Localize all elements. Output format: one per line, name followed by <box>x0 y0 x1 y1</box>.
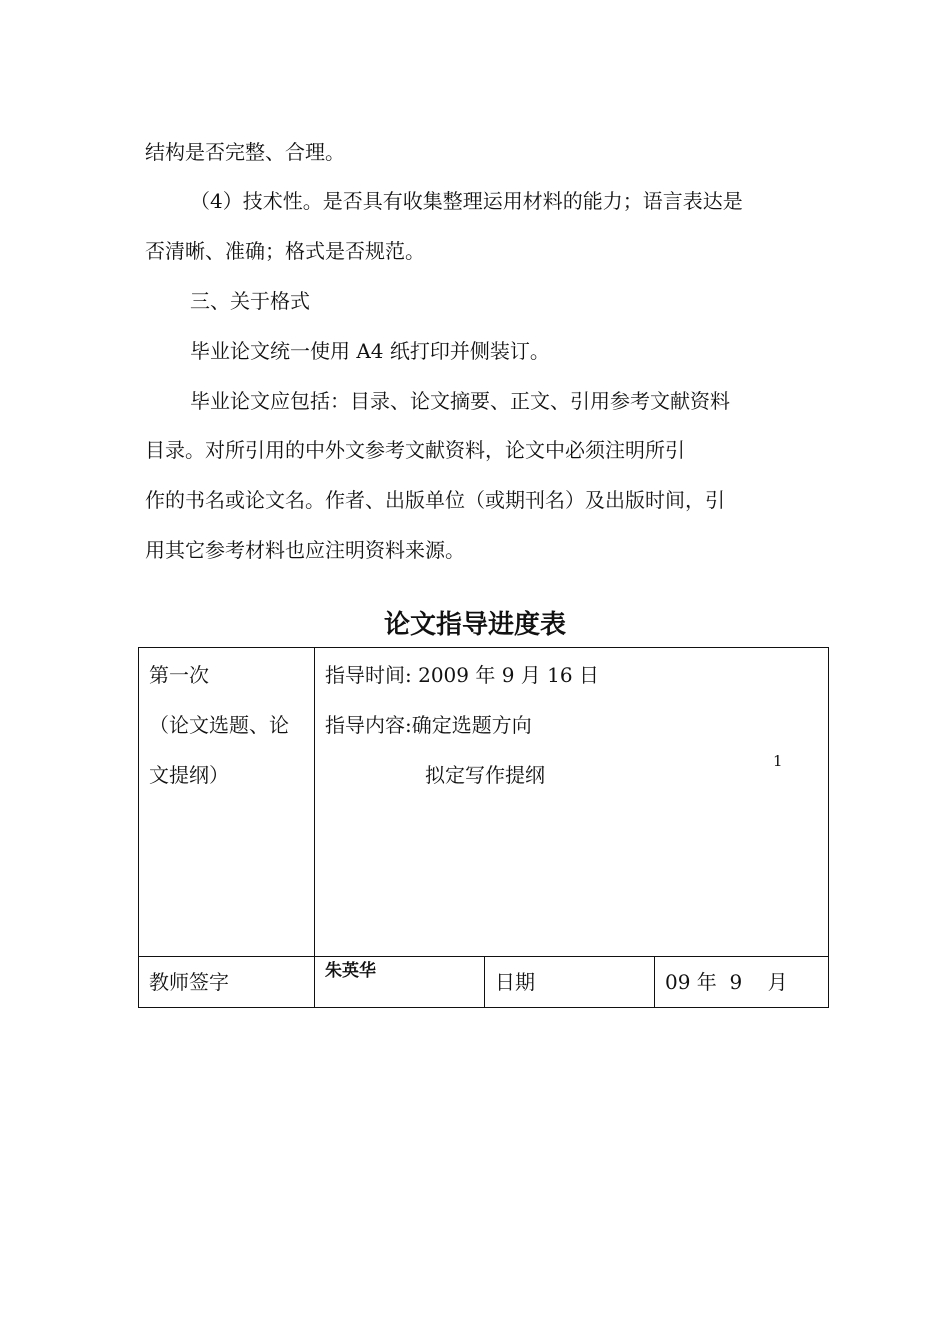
teacher-sign-label: 教师签字 <box>149 970 229 994</box>
date-label-cell <box>485 957 655 1008</box>
session-label: 文提纲） <box>149 763 229 787</box>
session-label-cell <box>139 648 315 957</box>
teacher-signature: 朱英华 <box>325 961 376 981</box>
session-label: 第一次 <box>149 663 209 687</box>
table-row <box>139 648 829 957</box>
session-detail-cell <box>315 648 829 957</box>
table-row <box>139 957 829 1008</box>
body-line: 作的书名或论文名。作者、出版单位（或期刊名）及出版时间，引 <box>145 488 725 512</box>
guidance-content: 拟定写作提纲 <box>425 763 545 787</box>
teacher-label-cell <box>139 957 315 1008</box>
progress-table <box>138 647 829 1008</box>
section-heading: 三、关于格式 <box>190 289 310 313</box>
table-title: 论文指导进度表 <box>383 610 566 640</box>
page-number: 1 <box>773 752 783 770</box>
body-line: 否清晰、准确；格式是否规范。 <box>145 239 425 263</box>
body-line: 结构是否完整、合理。 <box>145 140 345 164</box>
date-label: 日期 <box>495 970 535 994</box>
session-label: （论文选题、论 <box>149 713 289 737</box>
body-line: 毕业论文统一使用 A4 纸打印并侧装订。 <box>190 339 550 363</box>
date-value-cell <box>655 957 829 1008</box>
body-line: 毕业论文应包括：目录、论文摘要、正文、引用参考文献资料 <box>190 389 730 413</box>
guidance-time: 指导时间: 2009 年 9 月 16 日 <box>325 663 599 687</box>
body-line: （4）技术性。是否具有收集整理运用材料的能力；语言表达是 <box>190 189 743 213</box>
body-line: 用其它参考材料也应注明资料来源。 <box>145 538 465 562</box>
signature-cell <box>315 957 485 1008</box>
guidance-content: 指导内容:确定选题方向 <box>325 713 532 737</box>
date-value: 09 年 9 月 <box>665 970 788 994</box>
body-line: 目录。对所引用的中外文参考文献资料，论文中必须注明所引 <box>145 438 685 462</box>
